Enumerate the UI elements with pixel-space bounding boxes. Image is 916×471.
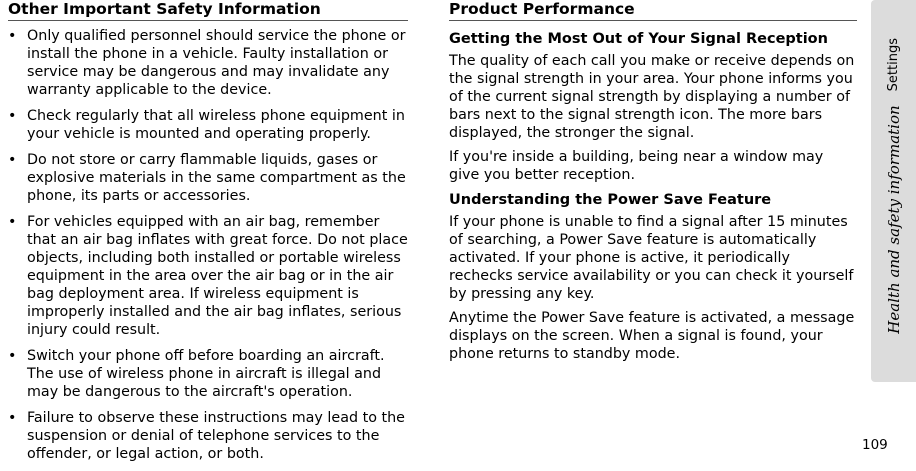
list-item (8, 347, 408, 401)
side-tab-section-label: Health and safety information (884, 105, 903, 334)
list-item (8, 107, 408, 143)
section-side-tab (871, 0, 916, 382)
bullet-icon: • (8, 348, 17, 364)
list-item (8, 213, 408, 339)
signal-reception-heading: Getting the Most Out of Your Signal Reception (449, 31, 828, 47)
side-tab-chapter-label: Settings (886, 38, 901, 92)
list-item-text: Failure to observe these instructions may lead to the suspension or denial of telephone services to the offender, or legal action, or both. (27, 410, 405, 462)
left-column (8, 0, 408, 471)
list-item-text: Do not store or carry flammable liquids, gases or explosive materials in the same compartment as the phone, its parts or accessories. (27, 152, 406, 204)
list-item (8, 409, 408, 463)
bullet-icon: • (8, 108, 17, 124)
bullet-icon: • (8, 28, 17, 44)
bullet-icon: • (8, 152, 17, 168)
power-save-paragraph: If your phone is unable to find a signal after 15 minutes of searching, a Power Save feature is automatically activated. If your phone is active, it periodically rechecks service availability or you can check it yourself by pressing any key. (449, 214, 854, 302)
right-column (449, 0, 857, 369)
power-save-message-paragraph: Anytime the Power Save feature is activated, a message displays on the screen. When a signal is found, your phone returns to standby mode. (449, 310, 855, 362)
performance-section-title: Product Performance (449, 0, 857, 21)
safety-section-title: Other Important Safety Information (8, 0, 408, 21)
list-item-text: Only qualified personnel should service the phone or install the phone in a vehicle. Faulty installation or service may be dangerous and may invalidate any warranty applicable to the device. (27, 28, 406, 98)
safety-bullet-list (8, 27, 408, 463)
list-item-text: Check regularly that all wireless phone equipment in your vehicle is mounted and operating properly. (27, 108, 405, 142)
bullet-icon: • (8, 410, 17, 426)
side-tab-label-group (871, 0, 916, 382)
signal-paragraph: The quality of each call you make or receive depends on the signal strength in your area. Your phone informs you of the current signal strength by displaying a number of bars next to the signal strength icon. The more bars displayed, the stronger the signal. (449, 53, 855, 141)
signal-tip-paragraph: If you're inside a building, being near a window may give you better reception. (449, 149, 824, 183)
bullet-icon: • (8, 214, 17, 230)
list-item (8, 27, 408, 99)
list-item (8, 151, 408, 205)
list-item-text: For vehicles equipped with an air bag, remember that an air bag inflates with great force. Do not place objects, including both installed or portable wireless equipment in the area over the air bag or in the air bag deployment area. If wireless equipment is improperly installed and the air bag inflates, serious injury could result. (27, 214, 408, 338)
list-item-text: Switch your phone off before boarding an aircraft. The use of wireless phone in aircraft is illegal and may be dangerous to the aircraft's operation. (27, 348, 385, 400)
page-number: 109 (862, 437, 888, 453)
power-save-heading: Understanding the Power Save Feature (449, 192, 772, 208)
